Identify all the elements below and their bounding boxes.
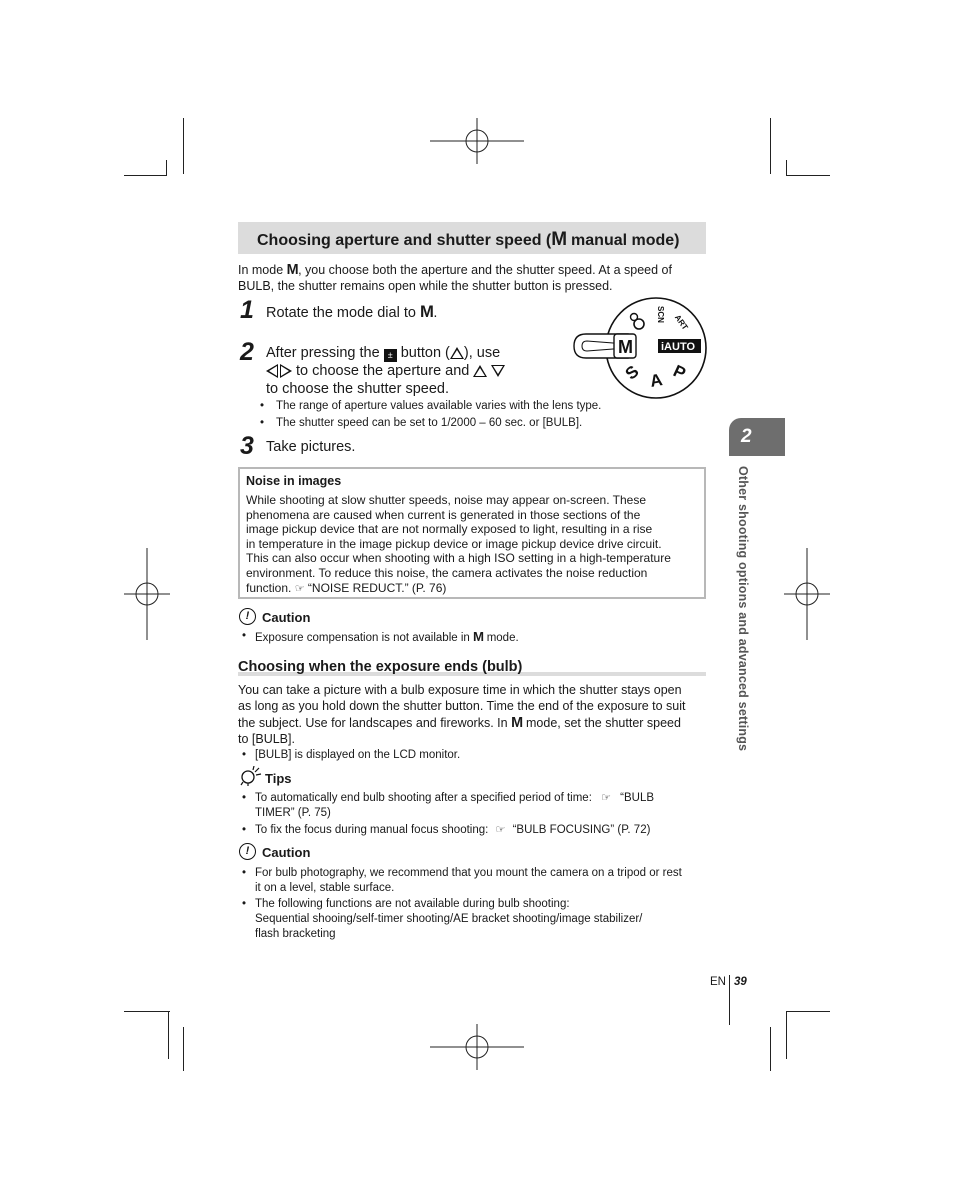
dial-iauto-label: iAUTO: [661, 341, 696, 353]
registration-mark-right: [784, 548, 830, 640]
mode-m-glyph: M: [511, 714, 523, 731]
reference-pointer-icon: ☞: [294, 582, 305, 595]
arrow-up-icon: [473, 365, 487, 377]
section-title: Choosing aperture and shutter speed (M manual mode): [257, 229, 680, 250]
tips-bullet: • To fix the focus during manual focus shooting: ☞ “BULB FOCUSING” (P. 72): [242, 824, 651, 836]
reference-pointer-icon: ☞: [601, 792, 611, 804]
caution-bullet: • For bulb photography, we recommend that you mount the camera on a tripod or rest it on a level, stable surface.: [242, 867, 682, 894]
arrow-left-icon: [266, 364, 278, 378]
tips-bullet: • To automatically end bulb shooting after a specified period of time: ☞ “BULB TIMER” (P. 75): [242, 792, 655, 819]
step-2-text: After pressing the ± button ( ), use to choose the aperture and to choose the shutter speed.: [266, 344, 566, 398]
step-3-number: 3: [240, 432, 254, 460]
noise-box-title: Noise in images: [246, 474, 342, 488]
tips-icon: [239, 766, 263, 786]
chapter-title-vertical: Other shooting options and advanced settings: [736, 466, 750, 752]
caution-icon: !: [239, 843, 256, 860]
step-1-number: 1: [240, 296, 254, 324]
section-header: [238, 222, 706, 254]
tips-heading: Tips: [265, 771, 292, 786]
bulb-paragraph: You can take a picture with a bulb exposure time in which the shutter stays open as long as you hold down the shutter button. Time the end of the exposure to suit the subject. Use for landscapes and fireworks. In M mode, set the shutter speed to [BULB].: [238, 683, 686, 746]
mode-dial-illustration: [572, 296, 710, 400]
noise-box-text: While shooting at slow shutter speeds, noise may appear on-screen. These phenomena are caused when current is generated in those sections of the image pickup device that are not normally exposed to light, resulting in a rise in temperature in the image pickup device or image pickup device drive circuit. This can also occur when shooting with a high ISO setting in a high-temperature environment. To reduce this noise, the camera activates the noise reduction function. ☞ “NOISE REDUCT.” (P. 76): [246, 493, 671, 595]
caution-heading: Caution: [262, 845, 311, 860]
chapter-tab: [729, 418, 785, 456]
dial-s-label: S: [621, 361, 643, 384]
dial-art-label: ART: [672, 313, 690, 332]
registration-mark-left: [124, 548, 170, 640]
mode-m-glyph: M: [473, 629, 484, 644]
dial-p-label: P: [670, 361, 689, 384]
bulb-heading: Choosing when the exposure ends (bulb): [238, 659, 523, 675]
intro-paragraph: In mode M, you choose both the aperture and the shutter speed. At a speed of BULB, the shutter remains open while the shutter button is pressed.: [238, 262, 672, 294]
caution-bullet: • The following functions are not available during bulb shooting: Sequential shooing/self-timer shooting/AE bracket shooting/image stabilizer/ flash bracketing: [242, 898, 643, 940]
caution-heading: Caution: [262, 610, 311, 625]
noise-info-box: [238, 467, 706, 599]
step-1-text: Rotate the mode dial to M.: [266, 302, 438, 321]
mode-m-glyph: M: [551, 229, 567, 250]
arrow-right-icon: [280, 364, 292, 378]
page-number: 39: [734, 976, 747, 988]
registration-mark-top: [430, 118, 524, 164]
chapter-number: 2: [741, 426, 752, 447]
caution-icon: !: [239, 608, 256, 625]
dial-m-label: M: [618, 337, 633, 357]
reference-pointer-icon: ☞: [495, 824, 506, 836]
step-2-bullet: • The shutter speed can be set to 1/2000 – 60 sec. or [BULB].: [260, 417, 583, 429]
exposure-compensation-icon: ±: [384, 349, 397, 362]
footer-lang: EN: [710, 976, 726, 988]
mode-m-glyph: M: [419, 302, 434, 321]
registration-mark-bottom: [430, 1024, 524, 1070]
dial-scn-label: SCN: [656, 306, 665, 323]
step-3-text: Take pictures.: [266, 439, 356, 455]
arrow-up-icon: [450, 347, 464, 359]
step-2-number: 2: [240, 338, 254, 366]
dial-a-label: A: [648, 370, 664, 391]
arrow-down-icon: [491, 365, 505, 377]
step-2-bullet: • The range of aperture values available varies with the lens type.: [260, 400, 602, 412]
mode-m-glyph: M: [286, 262, 299, 278]
bulb-bullet: • [BULB] is displayed on the LCD monitor.: [242, 749, 461, 761]
caution-bullet: • Exposure compensation is not available in M mode.: [242, 629, 519, 644]
